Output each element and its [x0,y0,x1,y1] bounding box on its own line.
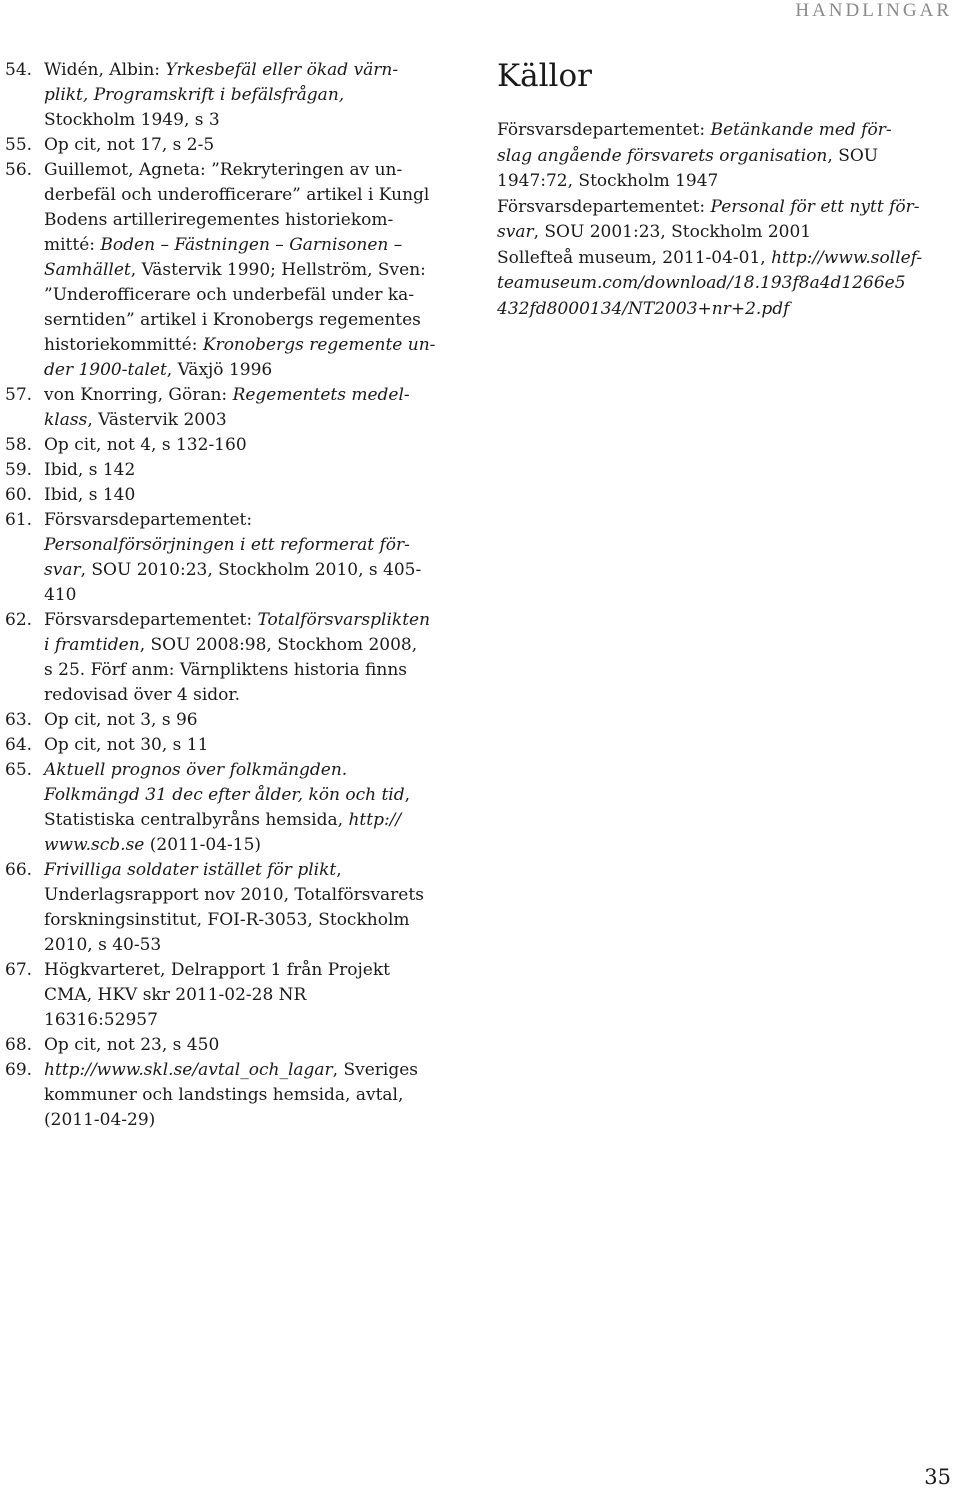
footnote-text [44,860,424,955]
footnote-text [44,1060,418,1130]
text-segment: Regementets medel- [232,385,410,405]
footnote-text [44,160,435,380]
text-segment: forskningsinstitut, FOI-R-3053, Stockholm [44,910,410,930]
text-segment: Kronobergs regemente un- [202,335,436,355]
footnote [0,958,460,1033]
text-segment: svar [497,222,534,242]
text-segment: Samhället [44,260,131,280]
footnote [0,733,460,758]
text-segment: s 25. Förf anm: Värnpliktens historia finns [44,660,408,680]
text-segment: Bodens artilleriregementes historiekom- [44,210,394,230]
text-segment: http:// [348,810,402,830]
footnote-number: 64. [5,735,33,755]
text-segment: der 1900-talet [44,360,167,380]
text-segment: svar [44,560,81,580]
text-segment: Op cit, not 4, s 132-160 [44,435,247,455]
source-list [497,118,957,322]
text-segment: Ibid, s 142 [44,460,136,480]
footnote-text [44,610,430,705]
text-segment: 410 [44,585,77,605]
text-segment: , [336,860,342,880]
section-header: HANDLINGAR [795,0,952,21]
footnote-text [44,710,198,730]
footnote-number: 61. [5,510,33,530]
sources-section [497,56,957,322]
footnote [0,458,460,483]
text-segment: Op cit, not 17, s 2-5 [44,135,215,155]
text-segment: Stockholm 1949, s 3 [44,110,220,130]
footnote-number: 68. [5,1035,33,1055]
text-segment: redovisad över 4 sidor. [44,685,241,705]
footnote-text [44,60,398,130]
footnote-number: 65. [5,760,33,780]
footnote [0,58,460,133]
footnote [0,433,460,458]
footnote [0,758,460,858]
text-segment: Personal för ett nytt för- [710,196,920,217]
footnote-number: 66. [5,860,33,880]
footnote-number: 62. [5,610,33,630]
footnote-text [44,760,410,855]
footnote [0,858,460,958]
footnote-number: 54. [5,60,33,80]
text-segment: kommuner och landstings hemsida, avtal, [44,1085,404,1105]
text-segment: Försvarsdepartementet: [44,610,258,630]
text-segment: plikt, Programskrift i befälsfrågan, [44,85,345,105]
footnote-text [44,135,214,155]
footnote-number: 67. [5,960,33,980]
text-segment: , SOU 2010:23, Stockholm 2010, s 405- [80,560,422,580]
text-segment: Yrkesbefäl eller ökad värn- [165,60,399,80]
text-segment: Ibid, s 140 [44,485,136,505]
footnote-number: 57. [5,385,33,405]
text-segment: derbefäl och underofficerare” artikel i Kungl [44,185,430,205]
text-segment: klass [44,410,88,430]
footnote [0,158,460,383]
page-number: 35 [924,1465,951,1489]
text-segment: Widén, Albin: [44,60,166,80]
footnote-number: 69. [5,1060,33,1080]
text-segment: slag angående försvarets organisation [497,145,828,166]
source-entry [497,246,957,323]
source-entry [497,118,957,195]
text-segment: 1947:72, Stockholm 1947 [497,171,719,191]
text-segment: CMA, HKV skr 2011-02-28 NR [44,985,307,1005]
text-segment: , Växjö 1996 [166,360,273,380]
footnote [0,508,460,608]
text-segment: (2011-04-15) [144,835,262,855]
text-segment: , SOU [827,145,879,166]
text-segment: Frivilliga soldater istället för plikt [44,860,337,880]
text-segment: , Västervik 2003 [87,410,227,430]
text-segment: Sollefteå museum, 2011-04-01, [497,247,772,268]
footnote-text [44,435,247,455]
text-segment: Guillemot, Agneta: ”Rekryteringen av un- [44,160,403,180]
text-segment: mitté: [44,235,101,255]
text-segment: http://www.skl.se/avtal_och_lagar [44,1060,333,1080]
footnote-text [44,385,410,430]
text-segment: Försvarsdepartementet: [497,196,711,217]
text-segment: 2010, s 40-53 [44,935,162,955]
text-segment: (2011-04-29) [44,1110,156,1130]
text-segment: i framtiden [44,635,140,655]
text-segment: Högkvarteret, Delrapport 1 från Projekt [44,960,390,980]
footnote-text [44,735,208,755]
text-segment: 16316:52957 [44,1010,158,1030]
text-segment: Underlagsrapport nov 2010, Totalförsvarets [44,885,424,905]
text-segment: Op cit, not 30, s 11 [44,735,209,755]
footnote-text [44,485,135,505]
text-segment: , Sveriges [332,1060,419,1080]
footnote-number: 58. [5,435,33,455]
text-segment: Betänkande med för- [710,120,892,140]
text-segment: ”Underofficerare och underbefäl under ka- [44,285,415,305]
text-segment: Op cit, not 23, s 450 [44,1035,220,1055]
sources-title: Källor [497,58,592,94]
footnote-number: 56. [5,160,33,180]
text-segment: serntiden” artikel i Kronobergs regementes [44,310,421,330]
text-segment: , SOU 2001:23, Stockholm 2001 [533,222,812,242]
text-segment: teamuseum.com/download/18.193f8a4d1266e5 [497,273,906,293]
footnote [0,483,460,508]
footnote [0,708,460,733]
text-segment: , SOU 2008:98, Stockhom 2008, [139,635,418,655]
footnote-number: 60. [5,485,33,505]
footnote [0,608,460,708]
text-segment: Totalförsvarsplikten [257,610,431,630]
text-segment: Boden – Fästningen – Garnisonen – [100,235,403,255]
source-entry [497,195,957,246]
footnote-number: 63. [5,710,33,730]
text-segment: Försvarsdepartementet: [44,510,253,530]
text-segment: www.scb.se [44,835,145,855]
text-segment: 432fd8000134/NT2003+nr+2.pdf [497,298,790,319]
text-segment: von Knorring, Göran: [44,385,233,405]
footnote-text [44,1035,219,1055]
text-segment: , [404,785,411,805]
footnote-text [44,460,135,480]
text-segment: Op cit, not 3, s 96 [44,710,198,730]
footnote [0,383,460,433]
footnote [0,133,460,158]
text-segment: , Västervik 1990; Hellström, Sven: [130,260,426,280]
text-segment: Statistiska centralbyråns hemsida, [44,810,349,830]
footnote [0,1033,460,1058]
text-segment: historiekommitté: [44,335,203,355]
footnote-number: 59. [5,460,33,480]
footnote-number: 55. [5,135,33,155]
text-segment: Försvarsdepartementet: [497,120,711,140]
footnote-list [0,58,460,1133]
footnote-text [44,510,421,605]
text-segment: Personalförsörjningen i ett reformerat för- [44,535,410,555]
footnote [0,1058,460,1133]
text-segment: Folkmängd 31 dec efter ålder, kön och tid [44,785,405,805]
footnote-text [44,960,390,1030]
text-segment: Aktuell prognos över folkmängden. [44,760,348,780]
text-segment: http://www.sollef- [771,247,923,268]
